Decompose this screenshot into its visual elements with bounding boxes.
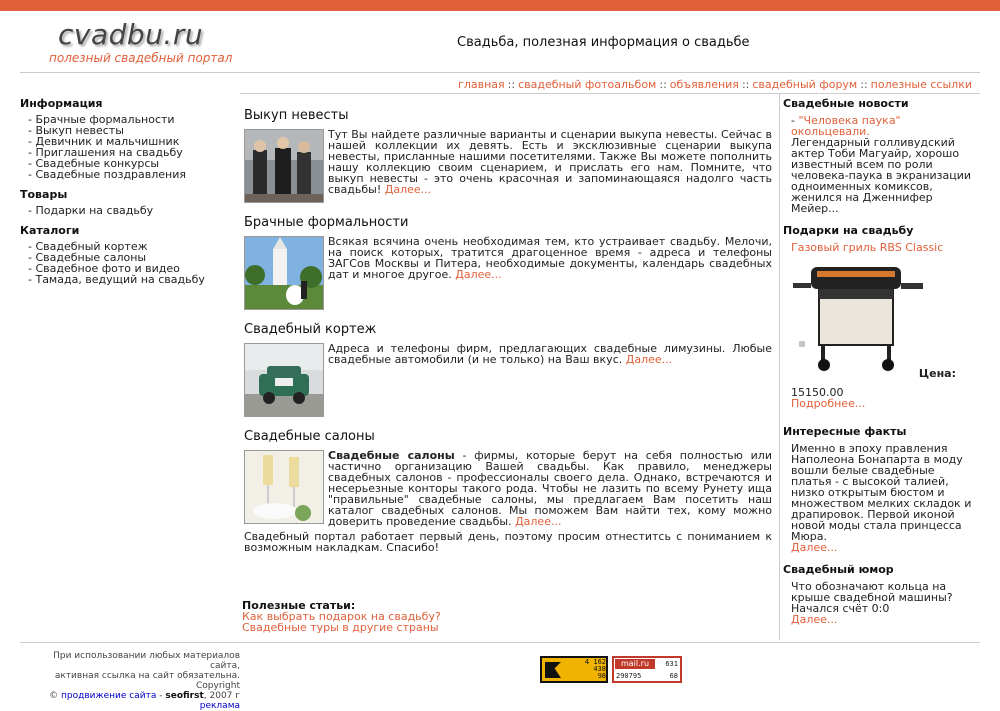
useful-articles xyxy=(242,600,441,633)
footer-seofirst: seofirst xyxy=(165,691,204,701)
useful-articles-title: Полезные статьи: xyxy=(242,599,356,612)
article-title[interactable]: Выкуп невесты xyxy=(244,108,349,123)
article-text: Всякая всячина очень необходимая тем, кто устраивает свадьбу. Мелочи, на поиск которых, тратится драгоценное время - адреса и телефоны ЗАГСов Москвы и Питера, необходимые документы, календарь свадебных дат и многое другое. Далее... xyxy=(328,235,772,281)
humor-more-link[interactable]: Далее... xyxy=(791,613,838,626)
nav-link-photoalbum[interactable]: свадебный фотоальбом xyxy=(518,78,657,91)
article-photo[interactable] xyxy=(244,450,324,524)
gift-more-link[interactable]: Подробнее... xyxy=(791,397,866,410)
gift-link[interactable]: Газовый гриль RBS Classic xyxy=(791,241,944,254)
counter-value: 98 xyxy=(597,672,606,680)
sidebar-item-salons[interactable]: - Свадебные салоны xyxy=(28,252,230,263)
news-text: Легендарный голливудский актер Тоби Магуайр, хорошо известный всем по роли человека-паука в экранизации одноименных комиксов, женился на Дженнифер Мейер... xyxy=(791,136,972,215)
article-text: Тут Вы найдете различные варианты и сценарии выкупа невесты. Сейчас в нашей коллекции их девять. Есть и эксклюзивные сценарии выкупа невесты, присланные нашими посетителями. Также Вы можете пополнить нашу коллекцию своим сценарием, и прислать его нам. Помните, что выкуп невесты - это очень красочная и запоминающаяся надолго часть свадьбы! Далее... xyxy=(328,128,772,196)
gift-image[interactable] xyxy=(791,257,926,375)
sidebar-item-contests[interactable]: - Свадебные конкурсы xyxy=(28,158,230,169)
counter-value: 68 xyxy=(669,672,678,680)
sidebar-section-title: Информация xyxy=(20,97,103,110)
mailru-counter[interactable] xyxy=(612,656,682,683)
footer-promo-link[interactable]: продвижение сайта xyxy=(61,691,157,701)
article-title[interactable]: Свадебные салоны xyxy=(244,429,375,444)
facts-more-link[interactable]: Далее... xyxy=(791,541,838,554)
nav-link-forum[interactable]: свадебный форум xyxy=(752,78,858,91)
sidebar-section-title: Товары xyxy=(20,188,68,201)
read-more-link[interactable]: Далее... xyxy=(455,268,502,281)
read-more-link[interactable]: Далее... xyxy=(625,353,673,366)
article-text: Свадебные салоны - фирмы, которые берут на себя полностью или частично организацию Вашей свадьбы. Как правило, менеджеры свадебных салонов - профессионалы своего дела. Однако, встречаются и несерьезные конторы такого рода. Чтобы не лазить по всему Рунету ища "правильные" свадебные салоны, мы предлагаем Вам посетить наш каталог свадебных салонов. Мы поможем Вам найти тех, кому можно доверить проведение свадьбы. Далее... xyxy=(328,449,772,528)
footer-divider xyxy=(20,642,980,643)
sidebar-item-gifts[interactable]: - Подарки на свадьбу xyxy=(28,205,230,216)
column-divider xyxy=(779,94,780,640)
humor-score: Начался счёт 0:0 xyxy=(791,602,890,615)
site-tagline: полезный свадебный портал xyxy=(49,51,233,65)
humor-block xyxy=(783,563,973,625)
counter-value: 631 xyxy=(665,660,678,668)
page-title: Свадьба, полезная информация о свадьбе xyxy=(457,35,750,50)
sidebar-item-toastmaster[interactable]: - Тамада, ведущий на свадьбу xyxy=(28,274,230,285)
article-photo[interactable] xyxy=(244,129,324,203)
sidebar-item-greetings[interactable]: - Свадебные поздравления xyxy=(28,169,230,180)
article-item xyxy=(244,343,772,417)
sidebar-item-invitations[interactable]: - Приглашения на свадьбу xyxy=(28,147,230,158)
article-title[interactable]: Свадебный кортеж xyxy=(244,322,377,337)
counter-value: 4 162 xyxy=(584,658,606,666)
nav-link-ads[interactable]: объявления xyxy=(669,78,739,91)
counter-value: 438 xyxy=(593,665,606,673)
top-navigation: главная :: свадебный фотоальбом :: объявления :: свадебный форум :: полезные ссылки xyxy=(458,78,972,91)
article-item xyxy=(244,236,772,310)
closing-note: Свадебный портал работает первый день, поэтому просим отнеститсь с пониманием к возможным накладкам. Спасибо! xyxy=(244,530,772,554)
news-link[interactable]: "Человека паука" окольцевали. xyxy=(791,114,901,138)
humor-text: Что обозначают кольца на крыше свадебной машины? xyxy=(791,580,953,604)
facts-title: Интересные факты xyxy=(783,425,907,438)
sidebar-section-title: Каталоги xyxy=(20,224,80,237)
article-title[interactable]: Брачные формальности xyxy=(244,215,409,230)
sidebar-item-cortege[interactable]: - Свадебный кортеж xyxy=(28,241,230,252)
article-text: Адреса и телефоны фирм, предлагающих свадебные лимузины. Любые свадебные автомобили (и не только) на Ваш вкус. Далее... xyxy=(328,342,772,366)
liveinternet-counter[interactable] xyxy=(540,656,608,683)
right-sidebar xyxy=(783,97,973,635)
nav-link-useful-links[interactable]: полезные ссылки xyxy=(870,78,972,91)
left-sidebar xyxy=(20,97,230,293)
read-more-link[interactable]: Далее... xyxy=(515,515,562,528)
gift-price: 15150.00 xyxy=(791,386,844,399)
read-more-link[interactable]: Далее... xyxy=(384,183,432,196)
nav-divider xyxy=(240,93,980,94)
gifts-title: Подарки на свадьбу xyxy=(783,224,914,237)
top-accent-bar xyxy=(0,0,1000,11)
price-label: Цена: xyxy=(918,367,956,380)
header-divider xyxy=(20,72,980,73)
sidebar-item-bride-ransom[interactable]: - Выкуп невесты xyxy=(28,125,230,136)
facts-block xyxy=(783,425,973,553)
humor-title: Свадебный юмор xyxy=(783,563,894,576)
news-title: Свадебные новости xyxy=(783,97,909,110)
news-block: Свадебные новости - "Человека паука" окольцевали. Легендарный голливудский актер Тоби Магуайр, хорошо известный всем по роли человека-паука в экранизации одноименных комиксов, женился на Дженнифер Мейер... xyxy=(783,97,972,215)
article-photo[interactable] xyxy=(244,236,324,310)
sidebar-item-formalities[interactable]: - Брачные формальности xyxy=(28,114,230,125)
footer-ad-link[interactable]: реклама xyxy=(199,701,240,711)
useful-link-gift[interactable]: Как выбрать подарок на свадьбу? xyxy=(242,610,441,623)
nav-link-home[interactable]: главная xyxy=(458,78,505,91)
sidebar-item-parties[interactable]: - Девичник и мальчишник xyxy=(28,136,230,147)
gifts-block xyxy=(783,224,973,409)
footer-copyright: При использовании любых материалов сайта, активная ссылка на сайт обязательна. Copyright © продвижение сайта - seofirst, 2007 г реклама xyxy=(49,651,240,711)
counter-value: 290795 xyxy=(616,672,642,680)
article-photo[interactable] xyxy=(244,343,324,417)
useful-link-tours[interactable]: Свадебные туры в другие страны xyxy=(242,621,439,634)
facts-text: Именно в эпоху правления Наполеона Бонапарта в моду вошли белые свадебные платья - с высокой талией, низко открытым бюстом и множеством мелких складок и драпировок. Первой иконой новой моды стала принцесса Мюра. xyxy=(791,442,972,543)
site-logo[interactable]: cvadbu.ru xyxy=(58,18,204,51)
article-item xyxy=(244,129,772,203)
main-content xyxy=(244,108,772,553)
article-bold-lead: Свадебные салоны xyxy=(328,449,455,462)
article-item xyxy=(244,450,772,527)
mailru-logo: mail.ru xyxy=(615,659,655,669)
sidebar-item-photo-video[interactable]: - Свадебное фото и видео xyxy=(28,263,230,274)
